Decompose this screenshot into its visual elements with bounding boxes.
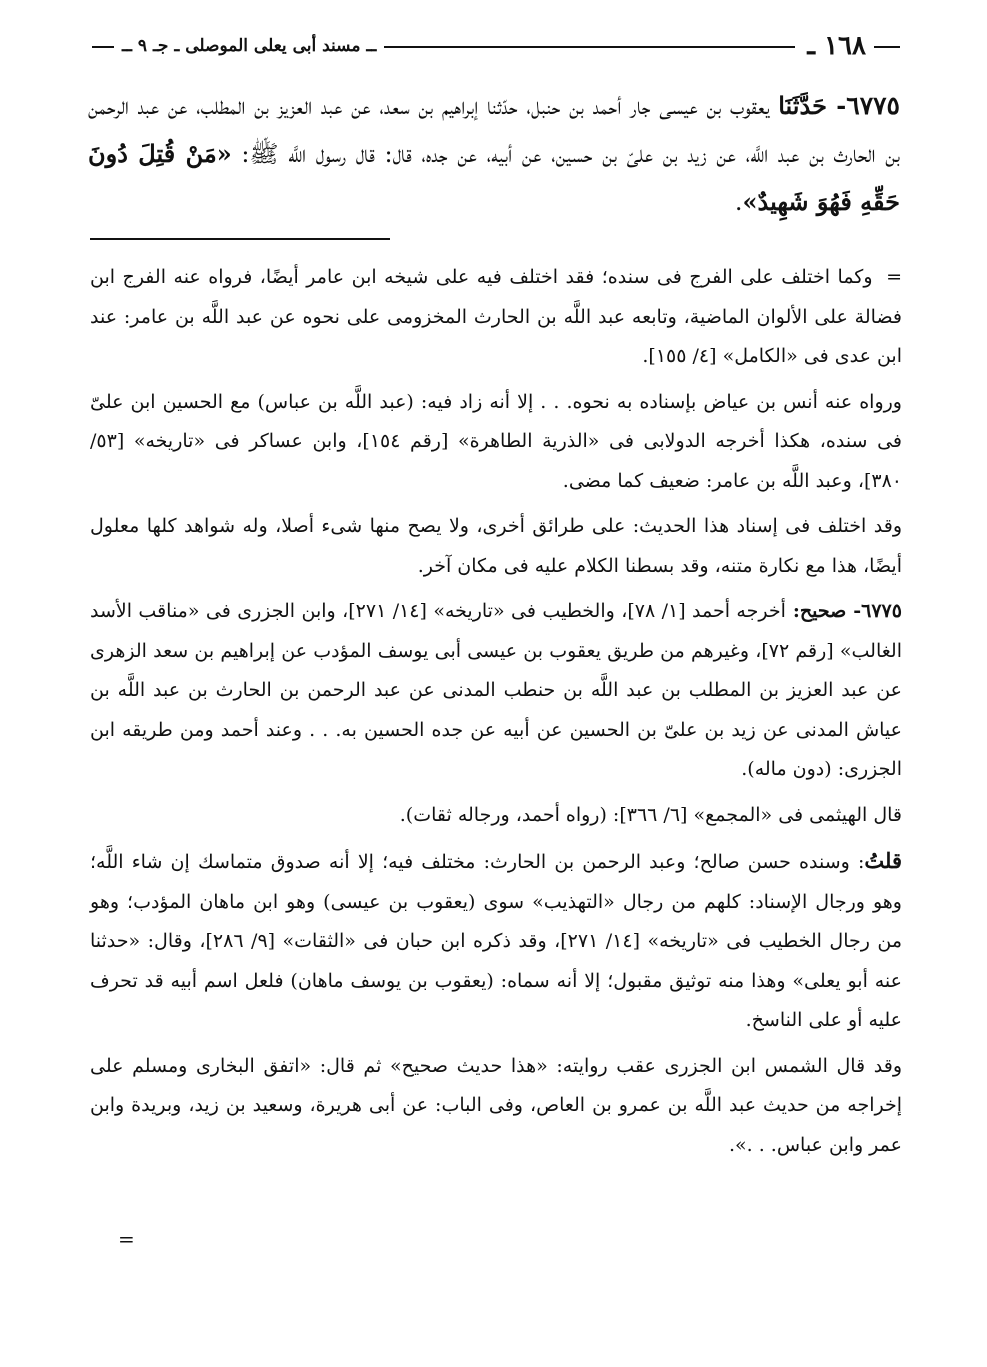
footnote-paragraph <box>90 592 902 790</box>
page-number <box>795 28 874 64</box>
page-number-value: ١٦٨ <box>824 31 866 61</box>
footnote-text-6: : وسنده حسن صالح؛ وعبد الرحمن بن الحارث: مختلف فيه؛ إلا أنه صدوق متماسك إن شاء اللَّه؛ وهو ورجال الإسناد: كلهم من رجال «التهذيب» سوى (يعقوب بن عيسى) وهو ابن ماهان المؤدب؛ وهو من رجال الخطيب فى «تاريخه» [١٤/ ٢٧١]، وقد ذكره ابن حبان فى «الثقات» [٩/ ٢٨٦]، وقال: «حدثنا عنه أبو يعلى» وهذا منه توثيق مقبول؛ إلا أنه سماه: (يعقوب بن يوسف ماهان) فلعل اسم أبيه قد تحرف عليه أو على الناسخ. <box>90 851 903 1031</box>
footnote-hadith-number: ٦٧٧٥ <box>861 600 902 622</box>
continuation-mark: = <box>886 266 902 288</box>
footnote-paragraph: وقد اختلف فى إسناد هذا الحديث: على طرائق أخرى، ولا يصح منها شىء أصلا، وله شواهد كلها معلول أيضًا، هذا مع نكارة متنه، وقد بسطنا الكلام عليه فى مكان آخر. <box>90 515 902 577</box>
page-header <box>92 26 900 66</box>
hadith-number: ٦٧٧٥ <box>846 91 900 120</box>
running-title: ــ مسند أبى يعلى الموصلى ـ جـ ٩ ــ <box>114 32 384 60</box>
hadith-paragraph <box>88 82 900 226</box>
hadith-grade: - صحيح: <box>785 600 862 622</box>
footnote-separator-rule <box>90 238 390 240</box>
isnad-text: يعقوب بن عيسى جار أحمد بن حنبل، حدّثنا إبراهيم بن سعد، عن عبد العزيز بن المطلب، عن عبد الرحمن بن الحارث بن عبد اللَّه، عن زيد بن علىّ بن حسين، عن أبيه، عن جده، قال: قال رسول اللَّه ﷺ: <box>88 92 900 168</box>
footnote-paragraph: وقد قال الشمس ابن الجزرى عقب روايته: «هذا حديث صحيح» ثم قال: «اتفق البخارى ومسلم على إخراجه من حديث عبد اللَّه بن عمرو بن العاص، وفى الباب: عن أبى هريرة، وسعيد بن زيد، وبريدة وابن عمر وابن عباس. . .». <box>90 1054 902 1156</box>
continuation-end-mark: = <box>118 1227 135 1251</box>
qult-word: قلتُ <box>864 848 902 873</box>
page-number-dash: ـ <box>807 31 816 61</box>
footnote-text-1: وكما اختلف على الفرج فى سنده؛ فقد اختلف فيه على شيخه ابن عامر أيضًا، فرواه عنه الفرج ابن فضالة على الألوان الماضية، وتابعه عبد اللَّه بن الحارث المخزومى على نحوه عن عبد اللَّه بن عامر: عند ابن عدى فى «الكامل» [٤/ ١٥٥]. <box>90 266 902 367</box>
hadith-end: . <box>734 188 743 216</box>
footnotes <box>90 258 902 1171</box>
footnote-paragraph <box>90 258 902 377</box>
narration-word: حَدَّثَنَا <box>778 91 827 120</box>
hadith-main-text <box>88 82 900 226</box>
footnote-paragraph <box>90 841 902 1041</box>
hadith-matn: «مَنْ قُتِلَ دُونَ حَقِّهِ فَهُوَ شَهِيدٌ» <box>88 139 900 216</box>
hadith-number-separator: - <box>826 91 847 120</box>
footnote-paragraph: قال الهيثمى فى «المجمع» [٦/ ٣٦٦]: (رواه أحمد، ورجاله ثقات). <box>399 803 902 826</box>
takhrij-text: أخرجه أحمد [١/ ٧٨]، والخطيب فى «تاريخه» [١٤/ ٢٧١]، وابن الجزرى فى «مناقب الأسد الغالب» [رقم ٧٢]، وغيرهم من طريق يعقوب بن عيسى أبى يوسف المؤدب عن إبراهيم بن سعد الزهرى عن عبد العزيز بن المطلب بن عبد اللَّه بن حنطب المدنى عن عبد الرحمن بن الحارث بن عبد اللَّه بن عياش المدنى عن زيد بن علىّ بن الحسين عن أبيه عن جده الحسين به. . . وعند أحمد ومن طريقه ابن الجزرى: (دون ماله). <box>90 600 902 780</box>
footnote-paragraph: ورواه عنه أنس بن عياض بإسناده به نحوه. . . إلا أنه زاد فيه: (عبد اللَّه بن عباس) مع الحسين ابن علىّ فى سنده، هكذا أخرجه الدولابى فى «الذرية الطاهرة» [رقم ١٥٤]، وابن عساكر فى «تاريخه» [٥٣/ ٣٨٠]، وعبد اللَّه بن عامر: ضعيف كما مضى. <box>90 390 903 492</box>
